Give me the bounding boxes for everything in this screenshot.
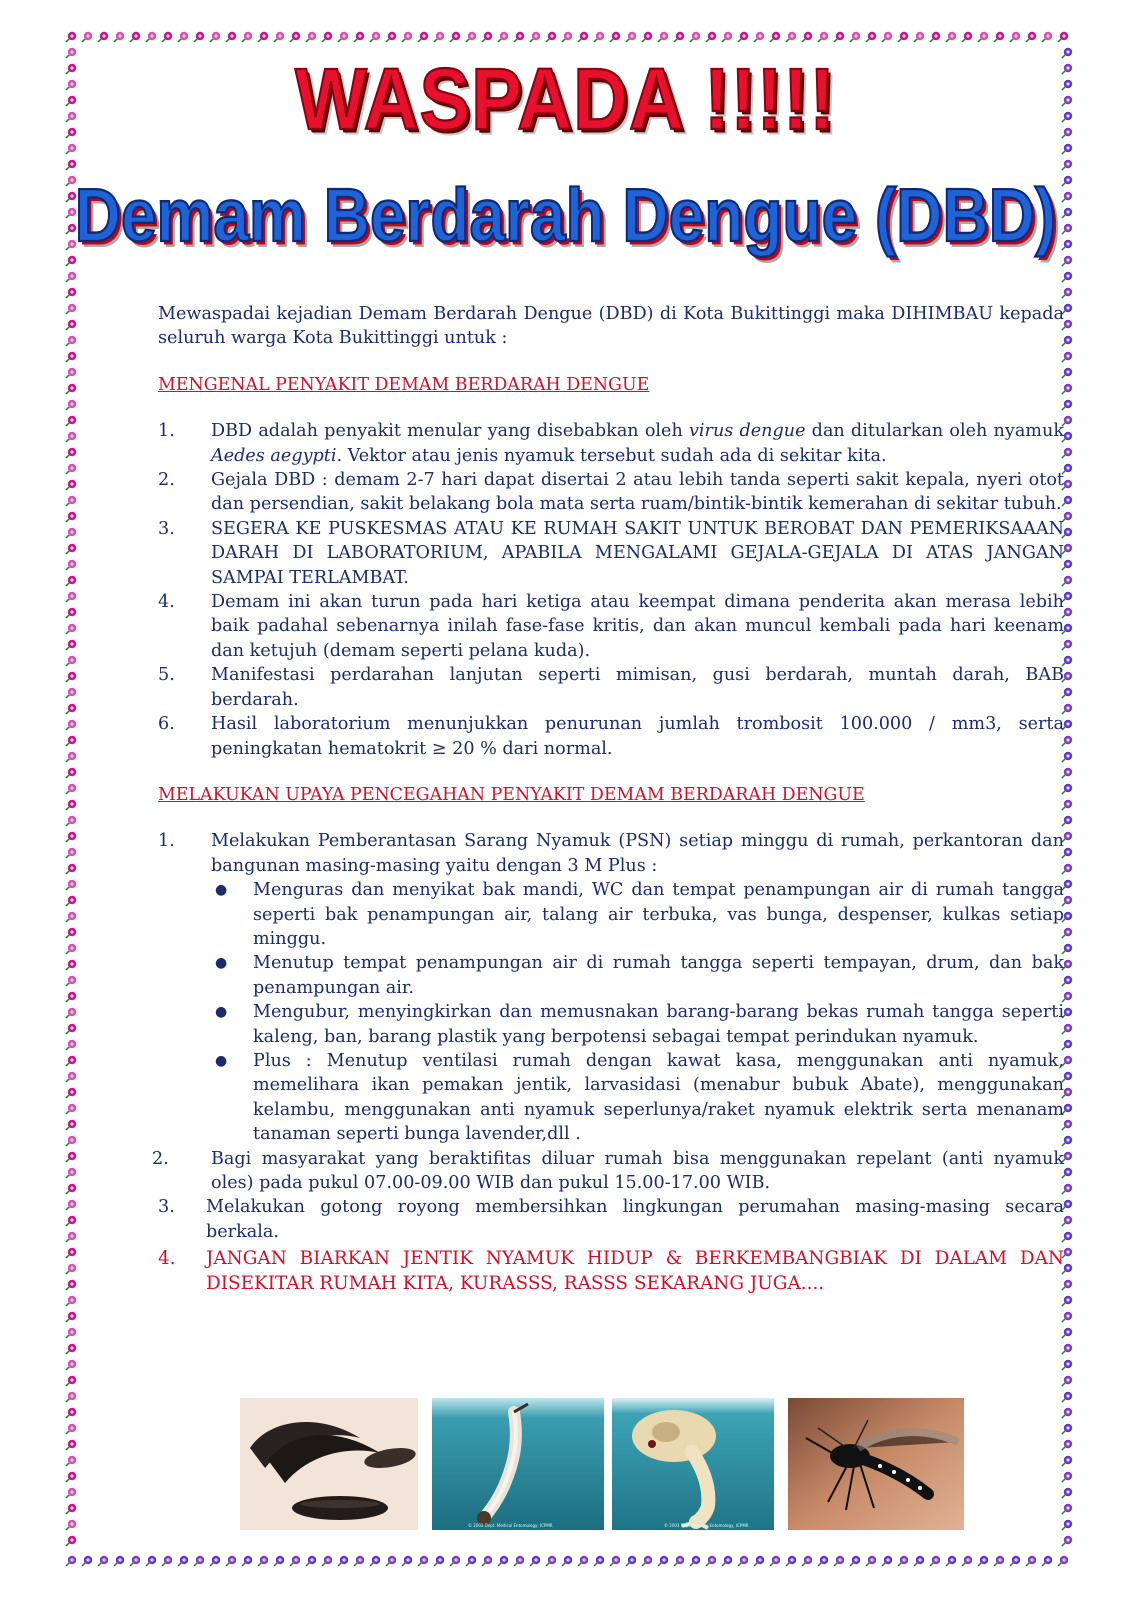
list-text: Manifestasi perdarahan lanjutan seperti mimisan, gusi berdarah, muntah darah, BAB berdarah. xyxy=(211,665,1064,710)
prevention-list xyxy=(152,829,1064,1296)
border-flower-icon xyxy=(946,1556,956,1566)
border-flower-icon xyxy=(338,32,348,42)
border-flower-icon xyxy=(66,160,76,170)
border-flower-icon xyxy=(114,32,124,42)
border-flower-icon xyxy=(434,1556,444,1566)
border-flower-icon xyxy=(194,32,204,42)
border-flower-icon xyxy=(210,1556,220,1566)
list-item xyxy=(158,590,1064,663)
list-item xyxy=(158,829,1064,1146)
border-flower-icon xyxy=(66,272,76,282)
border-flower-icon xyxy=(1062,1360,1072,1370)
border-flower-icon xyxy=(162,1556,172,1566)
list-text: Melakukan Pemberantasan Sarang Nyamuk (PSN) setiap minggu di rumah, perkantoran dan bangunan masing-masing yaitu dengan 3 M Plus : xyxy=(211,831,1064,876)
border-flower-icon xyxy=(66,432,76,442)
border-flower-icon xyxy=(834,32,844,42)
border-flower-icon xyxy=(66,32,76,42)
border-flower-icon xyxy=(242,1556,252,1566)
border-flower-icon xyxy=(66,816,76,826)
border-flower-icon xyxy=(82,32,92,42)
border-flower-icon xyxy=(66,560,76,570)
border-flower-icon xyxy=(274,1556,284,1566)
border-flower-icon xyxy=(818,32,828,42)
border-flower-icon xyxy=(66,480,76,490)
mosquito-pupa-photo xyxy=(612,1398,774,1530)
border-flower-icon xyxy=(1058,1556,1068,1566)
border-flower-icon xyxy=(978,1556,988,1566)
bullet-icon: ● xyxy=(215,955,228,972)
border-flower-icon xyxy=(66,592,76,602)
border-flower-icon xyxy=(66,672,76,682)
border-flower-icon xyxy=(370,1556,380,1566)
border-flower-icon xyxy=(482,32,492,42)
aedes-mosquito-photo xyxy=(788,1398,964,1530)
bullet-icon: ● xyxy=(215,1052,228,1069)
border-flower-icon xyxy=(306,32,316,42)
border-flower-icon xyxy=(66,1312,76,1322)
border-flower-icon xyxy=(930,32,940,42)
border-flower-icon xyxy=(274,32,284,42)
border-flower-icon xyxy=(258,1556,268,1566)
border-flower-icon xyxy=(498,1556,508,1566)
border-flower-icon xyxy=(1010,1556,1020,1566)
bullet-text: Menutup tempat penampungan air di rumah tangga seperti tempayan, drum, dan bak penampungan air. xyxy=(253,953,1064,998)
border-flower-icon xyxy=(594,32,604,42)
border-flower-icon xyxy=(786,1556,796,1566)
mosquito-larva-photo xyxy=(432,1398,604,1530)
border-flower-icon xyxy=(66,1056,76,1066)
border-flower-icon xyxy=(482,1556,492,1566)
border-flower-icon xyxy=(306,1556,316,1566)
border-flower-icon xyxy=(66,1200,76,1210)
list-number: 2. xyxy=(158,470,175,491)
border-flower-icon xyxy=(66,1556,76,1566)
border-flower-icon xyxy=(690,1556,700,1566)
border-flower-icon xyxy=(66,656,76,666)
mosquito-eggs-photo xyxy=(240,1398,418,1530)
list-item xyxy=(158,1195,1064,1244)
border-flower-icon xyxy=(66,768,76,778)
border-flower-icon xyxy=(690,32,700,42)
list-text: . Vektor atau jenis nyamuk tersebut sudah ada di sekitar kita. xyxy=(336,445,887,466)
border-flower-icon xyxy=(626,32,636,42)
border-flower-icon xyxy=(178,1556,188,1566)
border-flower-icon xyxy=(130,32,140,42)
border-flower-icon xyxy=(226,1556,236,1566)
border-flower-icon xyxy=(98,32,108,42)
border-flower-icon xyxy=(322,32,332,42)
border-flower-icon xyxy=(770,32,780,42)
border-flower-icon xyxy=(610,1556,620,1566)
border-flower-icon xyxy=(754,1556,764,1566)
border-flower-icon xyxy=(1062,1344,1072,1354)
border-flower-icon xyxy=(66,496,76,506)
border-flower-icon xyxy=(290,32,300,42)
border-flower-icon xyxy=(66,352,76,362)
border-flower-icon xyxy=(66,400,76,410)
border-flower-icon xyxy=(850,32,860,42)
photo-caption: © 2003 Dept. Medical Entomology, ICPMR xyxy=(468,1523,553,1528)
list-item-warning xyxy=(158,1246,1064,1296)
border-flower-icon xyxy=(66,832,76,842)
border-flower-icon xyxy=(66,1216,76,1226)
border-flower-icon xyxy=(978,32,988,42)
border-flower-icon xyxy=(66,784,76,794)
border-flower-icon xyxy=(66,1120,76,1130)
border-flower-icon xyxy=(450,32,460,42)
border-flower-icon xyxy=(82,1556,92,1566)
border-flower-icon xyxy=(610,32,620,42)
border-flower-icon xyxy=(994,1556,1004,1566)
bullet-icon: ● xyxy=(215,1004,228,1021)
border-flower-icon xyxy=(66,1344,76,1354)
border-flower-icon xyxy=(674,32,684,42)
border-flower-icon xyxy=(66,512,76,522)
border-flower-icon xyxy=(514,1556,524,1566)
list-item xyxy=(158,663,1064,712)
border-flower-icon xyxy=(66,1072,76,1082)
border-flower-icon xyxy=(626,1556,636,1566)
border-flower-icon xyxy=(674,1556,684,1566)
bullet-text: Mengubur, menyingkirkan dan memusnakan barang-barang bekas rumah tangga seperti kaleng, ban, barang plastik yang berpotensi sebagai tempat perindukan nyamuk. xyxy=(253,1002,1064,1047)
border-flower-icon xyxy=(66,1360,76,1370)
border-flower-icon xyxy=(66,368,76,378)
border-flower-icon xyxy=(66,720,76,730)
poster-content xyxy=(152,302,1064,1318)
border-flower-icon xyxy=(66,880,76,890)
list-item xyxy=(152,1147,1064,1196)
border-flower-icon xyxy=(386,1556,396,1566)
border-flower-icon xyxy=(962,32,972,42)
border-flower-icon xyxy=(898,1556,908,1566)
list-text: Melakukan gotong royong membersihkan lingkungan perumahan masing-masing secara berkala. xyxy=(206,1197,1064,1242)
border-flower-icon xyxy=(66,320,76,330)
section-heading-pencegahan: MELAKUKAN UPAYA PENCEGAHAN PENYAKIT DEMAM BERDARAH DENGUE xyxy=(158,784,865,805)
border-flower-icon xyxy=(514,32,524,42)
border-flower-icon xyxy=(66,624,76,634)
intro-paragraph: Mewaspadai kejadian Demam Berdarah Dengue (DBD) di Kota Bukittinggi maka DIHIMBAU kepada seluruh warga Kota Bukittinggi untuk : xyxy=(158,304,1064,349)
border-flower-icon xyxy=(66,576,76,586)
list-item xyxy=(158,712,1064,761)
border-flower-icon xyxy=(66,848,76,858)
border-flower-icon xyxy=(1062,1376,1072,1386)
border-flower-icon xyxy=(66,976,76,986)
border-flower-icon xyxy=(882,32,892,42)
border-flower-icon xyxy=(66,896,76,906)
list-text: Gejala DBD : demam 2-7 hari dapat disertai 2 atau lebih tanda seperti sakit kepala, nyeri otot dan persendian, sakit belakang bola mata serta ruam/bintik-bintik kemerahan di sekitar tubuh. xyxy=(211,470,1064,515)
border-flower-icon xyxy=(66,1328,76,1338)
border-flower-icon xyxy=(66,1264,76,1274)
border-flower-icon xyxy=(354,1556,364,1566)
list-text: dan ditularkan oleh nyamuk xyxy=(805,421,1064,442)
border-flower-icon xyxy=(466,32,476,42)
border-flower-icon xyxy=(98,1556,108,1566)
border-flower-icon xyxy=(562,32,572,42)
border-flower-icon xyxy=(1042,1556,1052,1566)
border-flower-icon xyxy=(66,1040,76,1050)
border-flower-icon xyxy=(370,32,380,42)
border-flower-icon xyxy=(66,336,76,346)
border-flower-icon xyxy=(66,1536,76,1546)
border-flower-icon xyxy=(322,1556,332,1566)
border-flower-icon xyxy=(66,1168,76,1178)
border-flower-icon xyxy=(530,32,540,42)
border-flower-icon xyxy=(882,1556,892,1566)
list-text: Hasil laboratorium menunjukkan penurunan jumlah trombosit 100.000 / mm3, serta peningkatan hematokrit ≥ 20 % dari normal. xyxy=(211,714,1064,759)
border-flower-icon xyxy=(226,32,236,42)
border-flower-icon xyxy=(66,384,76,394)
list-item xyxy=(158,419,1064,468)
border-flower-icon xyxy=(1026,1556,1036,1566)
list-number: 2. xyxy=(152,1148,169,1169)
list-number: 1. xyxy=(158,421,175,442)
bullet-icon: ● xyxy=(215,882,228,899)
border-flower-icon xyxy=(194,1556,204,1566)
border-flower-icon xyxy=(1062,160,1072,170)
border-flower-icon xyxy=(898,32,908,42)
border-flower-icon xyxy=(722,1556,732,1566)
border-flower-icon xyxy=(1062,272,1072,282)
border-flower-icon xyxy=(66,704,76,714)
border-flower-icon xyxy=(1058,32,1068,42)
border-flower-icon xyxy=(866,32,876,42)
border-flower-icon xyxy=(738,1556,748,1566)
border-flower-icon xyxy=(66,1008,76,1018)
bullet-item xyxy=(211,878,1064,951)
border-flower-icon xyxy=(66,928,76,938)
border-flower-icon xyxy=(338,1556,348,1566)
border-flower-icon xyxy=(1042,32,1052,42)
border-flower-icon xyxy=(66,800,76,810)
section-heading-mengenal: MENGENAL PENYAKIT DEMAM BERDARAH DENGUE xyxy=(158,374,650,395)
border-flower-icon xyxy=(722,32,732,42)
lifecycle-photos xyxy=(0,1398,1131,1530)
border-flower-icon xyxy=(930,1556,940,1566)
border-flower-icon xyxy=(786,32,796,42)
list-text: DBD adalah penyakit menular yang disebabkan oleh xyxy=(211,421,689,442)
symptom-list xyxy=(158,419,1064,761)
list-number: 4. xyxy=(158,592,175,613)
border-flower-icon xyxy=(354,32,364,42)
list-number: 6. xyxy=(158,714,175,735)
border-flower-icon xyxy=(66,1248,76,1258)
border-flower-icon xyxy=(802,1556,812,1566)
border-flower-icon xyxy=(66,288,76,298)
border-flower-icon xyxy=(994,32,1004,42)
list-number: 3. xyxy=(158,1197,175,1218)
border-flower-icon xyxy=(1062,1328,1072,1338)
border-flower-icon xyxy=(914,1556,924,1566)
border-flower-icon xyxy=(434,32,444,42)
list-number: 1. xyxy=(158,831,175,852)
border-flower-icon xyxy=(1062,1536,1072,1546)
border-flower-icon xyxy=(66,912,76,922)
border-flower-icon xyxy=(114,1556,124,1566)
poster-title: WASPADA !!!!! xyxy=(295,50,836,149)
border-flower-icon xyxy=(770,1556,780,1566)
border-flower-icon xyxy=(66,464,76,474)
border-flower-icon xyxy=(146,1556,156,1566)
border-flower-icon xyxy=(146,32,156,42)
border-flower-icon xyxy=(66,1376,76,1386)
border-flower-icon xyxy=(418,32,428,42)
border-flower-icon xyxy=(802,32,812,42)
border-flower-icon xyxy=(946,32,956,42)
border-flower-icon xyxy=(66,640,76,650)
photo-caption: © 2003 Dept. Medical Entomology, ICPMR xyxy=(664,1523,749,1528)
list-item xyxy=(158,468,1064,517)
border-flower-icon xyxy=(66,1024,76,1034)
border-flower-icon xyxy=(66,608,76,618)
border-flower-icon xyxy=(66,1104,76,1114)
bullet-item xyxy=(211,1049,1064,1147)
border-flower-icon xyxy=(962,1556,972,1566)
border-flower-icon xyxy=(818,1556,828,1566)
border-flower-icon xyxy=(66,944,76,954)
border-flower-icon xyxy=(546,1556,556,1566)
border-flower-icon xyxy=(418,1556,428,1566)
border-flower-icon xyxy=(642,32,652,42)
border-flower-icon xyxy=(706,1556,716,1566)
border-flower-icon xyxy=(242,32,252,42)
border-flower-icon xyxy=(546,32,556,42)
border-flower-icon xyxy=(866,1556,876,1566)
border-flower-icon xyxy=(402,32,412,42)
border-flower-icon xyxy=(642,1556,652,1566)
list-item xyxy=(158,517,1064,590)
border-flower-icon xyxy=(578,1556,588,1566)
border-flower-icon xyxy=(66,416,76,426)
border-flower-icon xyxy=(1062,288,1072,298)
border-flower-icon xyxy=(66,736,76,746)
border-flower-icon xyxy=(706,32,716,42)
border-flower-icon xyxy=(498,32,508,42)
border-flower-icon xyxy=(466,1556,476,1566)
border-flower-icon xyxy=(834,1556,844,1566)
border-flower-icon xyxy=(1010,32,1020,42)
border-flower-icon xyxy=(66,1296,76,1306)
list-number: 3. xyxy=(158,518,175,539)
border-flower-icon xyxy=(850,1556,860,1566)
list-text-italic: virus dengue xyxy=(688,421,806,442)
list-number: 4. xyxy=(158,1248,176,1270)
border-flower-icon xyxy=(66,960,76,970)
border-flower-icon xyxy=(66,1088,76,1098)
border-flower-icon xyxy=(66,544,76,554)
border-flower-icon xyxy=(658,32,668,42)
border-flower-icon xyxy=(1026,32,1036,42)
border-flower-icon xyxy=(66,864,76,874)
border-flower-icon xyxy=(738,32,748,42)
border-flower-icon xyxy=(386,32,396,42)
list-text: Demam ini akan turun pada hari ketiga atau keempat dimana penderita akan merasa lebih baik padahal sebenarnya inilah fase-fase kritis, dan akan muncul kembali pada hari keenam dan ketujuh (demam seperti pelana kuda). xyxy=(211,592,1064,661)
border-flower-icon xyxy=(130,1556,140,1566)
border-flower-icon xyxy=(210,32,220,42)
border-flower-icon xyxy=(66,752,76,762)
psn-bullet-list xyxy=(211,878,1064,1146)
border-flower-icon xyxy=(66,1136,76,1146)
poster-subtitle: Demam Berdarah Dengue (DBD) xyxy=(74,172,1057,258)
border-flower-icon xyxy=(66,688,76,698)
border-flower-icon xyxy=(162,32,172,42)
border-flower-icon xyxy=(66,992,76,1002)
border-flower-icon xyxy=(658,1556,668,1566)
border-flower-icon xyxy=(66,304,76,314)
border-flower-icon xyxy=(530,1556,540,1566)
list-text: SEGERA KE PUSKESMAS ATAU KE RUMAH SAKIT UNTUK BEROBAT DAN PEMERIKSAAAN DARAH DI LABORATORIUM, APABILA MENGALAMI GEJALA-GEJALA DI ATAS JANGAN SAMPAI TERLAMBAT. xyxy=(211,518,1064,588)
border-flower-icon xyxy=(914,32,924,42)
warning-text: JANGAN BIARKAN JENTIK NYAMUK HIDUP & BERKEMBANGBIAK DI DALAM DAN DISEKITAR RUMAH KITA, KURASSS, RASSS SEKARANG JUGA.... xyxy=(206,1248,1064,1295)
border-flower-icon xyxy=(66,1232,76,1242)
border-flower-icon xyxy=(562,1556,572,1566)
border-flower-icon xyxy=(594,1556,604,1566)
bullet-item xyxy=(211,951,1064,1000)
list-text: Bagi masyarakat yang beraktifitas diluar rumah bisa menggunakan repelant (anti nyamuk oles) pada pukul 07.00-09.00 WIB dan pukul 15.00-17.00 WIB. xyxy=(211,1148,1064,1193)
border-flower-icon xyxy=(402,1556,412,1566)
bullet-item xyxy=(211,1000,1064,1049)
border-flower-icon xyxy=(66,1280,76,1290)
border-flower-icon xyxy=(578,32,588,42)
list-number: 5. xyxy=(158,665,175,686)
border-flower-icon xyxy=(66,528,76,538)
bullet-text: Plus : Menutup ventilasi rumah dengan kawat kasa, menggunakan anti nyamuk, memelihara ikan pemakan jentik, larvasidasi (menabur bubuk Abate), menggunakan kelambu, menggunakan anti nyamuk seperlunya/raket nyamuk elektrik serta menanam tanaman seperti bunga lavender,dll . xyxy=(253,1050,1064,1145)
border-flower-icon xyxy=(66,1184,76,1194)
border-flower-icon xyxy=(66,448,76,458)
border-flower-icon xyxy=(66,1152,76,1162)
border-flower-icon xyxy=(178,32,188,42)
border-flower-icon xyxy=(258,32,268,42)
bullet-text: Menguras dan menyikat bak mandi, WC dan tempat penampungan air di rumah tangga seperti bak penampungan air, talang air terbuka, vas bunga, despenser, kulkas setiap minggu. xyxy=(253,880,1064,949)
list-text-italic: Aedes aegypti xyxy=(211,445,337,466)
border-flower-icon xyxy=(450,1556,460,1566)
border-flower-icon xyxy=(754,32,764,42)
border-flower-icon xyxy=(290,1556,300,1566)
